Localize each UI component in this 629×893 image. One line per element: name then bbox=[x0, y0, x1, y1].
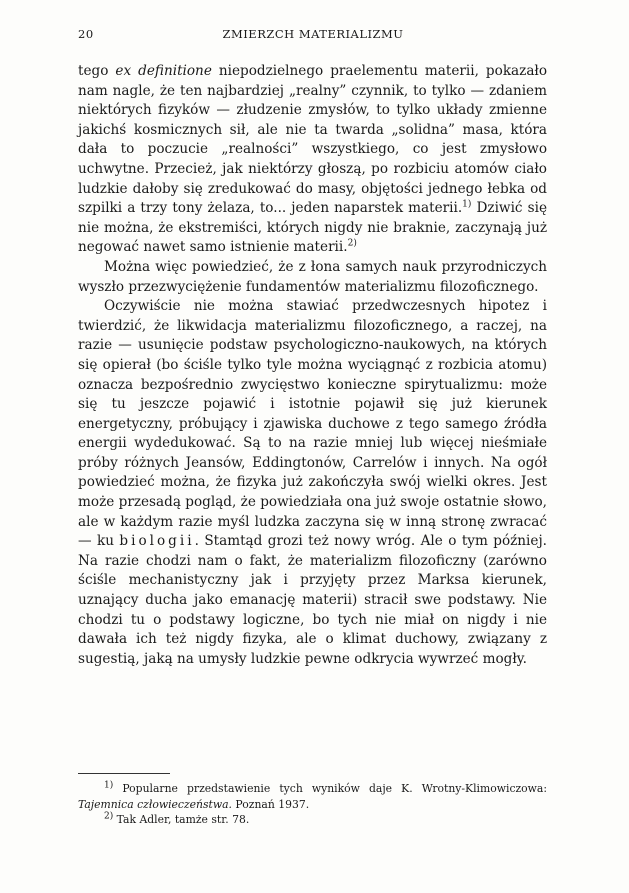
paragraph-2: Można więc powiedzieć, że z łona samych nauk przyrodniczych wyszło przezwyciężenie fundamentów materializmu filozoficznego. bbox=[78, 258, 547, 295]
running-title: ZMIERZCH MATERIALIZMU bbox=[222, 27, 404, 41]
body-text bbox=[78, 62, 547, 669]
paragraph-1: tego ex definitione niepodzielnego praelementu materii, pokazało nam nagle, że ten najbardziej „realny” czynnik, to tylko — zdaniem niektórych fizyków — złudzenie zmysłów, to tylko układy zmienne jakichś kosmicznych sił, ale nie ta twarda „solidna” masa, która dała to poczucie „realności” wszystkiego, co jest zmysłowo uchwytne. Przecież, jak niektórzy głoszą, po rozbiciu atomów ciało ludzkie dałoby się zredukować do masy, objętości jednego łebka od szpilki a trzy tony żelaza, to... jeden naparstek materii.$^{1)}$ Dziwić się nie można, że ekstremiści, których nigdy nie braknie, zaczynają już negować nawet samo istnienie materii.$^{2)}$ bbox=[78, 63, 548, 256]
page-number: 20 bbox=[78, 27, 94, 41]
page-header bbox=[78, 27, 548, 45]
footnotes bbox=[78, 781, 547, 828]
spaced-word: biologii bbox=[119, 533, 195, 550]
footnote-divider bbox=[78, 773, 170, 774]
latin-phrase: ex definitione bbox=[115, 63, 212, 79]
footnote-ref-1: 1) bbox=[462, 199, 472, 210]
footnote-1: $^{1)}$ Popularne przedstawienie tych wyników daje K. Wrotny-Klimowiczowa: Tajemnica człowieczeństwa. Poznań 1937. bbox=[78, 780, 547, 811]
footnote-ref-2: 2) bbox=[347, 238, 357, 249]
paragraph-3: Oczywiście nie można stawiać przedwczesnych hipotez i twierdzić, że likwidacja materializmu filozoficznego, a raczej, na razie — usunięcie podstaw psychologiczno-naukowych, na których się opierał (bo ściśle tylko tyle można wyciągnąć z rozbicia atomu) oznacza bezpośrednio zwycięstwo konieczne spirytualizmu: może się tu jeszcze pojawić i istotnie pojawił się już kierunek energetyczny, próbujący i zjawiska duchowe z tego samego źródła energii wydedukować. Są to na razie mniej lub więcej nieśmiałe próby różnych Jeansów, Eddingtonów, Carrelów i innych. Na ogół powiedzieć można, że fizyka już zakończyła swój wielki okres. Jest może przesadą pogląd, że powiedziała ona już swoje ostatnie słowo, ale w każdym razie myśl ludzka zaczyna się w inną stronę zwracać — ku biologii. Stamtąd grozi też nowy wróg. Ale o tym później. Na razie chodzi nam o fakt, że materializm filozoficzny (zarówno ściśle mechanistyczny jak i przyjęty przez Marksa kierunek, uznający ducha jako emanację materii) stracił swe podstawy. Nie chodzi tu o podstawy logiczne, bo tych nie miał on nigdy i nie dawała ich też nigdy fizyka, ale o klimat duchowy, związany z sugestią, jaką na umysły ludzkie pewne odkrycia wywrzeć mogły. bbox=[78, 298, 547, 667]
footnote-2: $^{2)}$ Tak Adler, tamże str. 78. bbox=[104, 811, 250, 826]
book-title: Tajemnica człowieczeństwa. bbox=[78, 797, 232, 811]
